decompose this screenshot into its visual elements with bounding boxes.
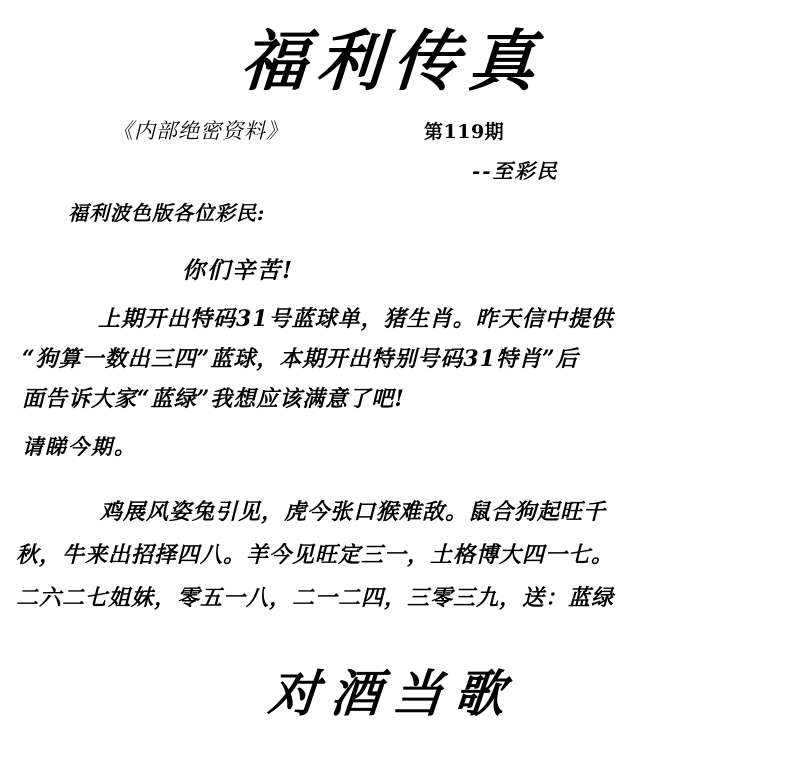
verse-line-text: 鸡展风姿兔引见，虎今张口猴难敌。鼠合狗起旺千 xyxy=(100,499,607,526)
slogan-block xyxy=(0,654,785,726)
paragraph-line xyxy=(22,299,763,339)
paragraph-line-text: 上期开出特码31号蓝球单，猪生肖。昨天信中提供 xyxy=(98,306,614,333)
masthead xyxy=(0,0,785,100)
dedication-label: --至彩民 xyxy=(472,159,559,184)
main-paragraph xyxy=(22,299,763,419)
verse-line: 二六二七姐妹，零五一八，二一二四，三零三九，送：蓝绿 xyxy=(16,585,615,612)
paragraph-line: “狗算一数出三四”蓝球，本期开出特别号码31特肖”后 xyxy=(22,346,579,373)
verse-block xyxy=(0,491,785,620)
salutation: 福利波色版各位彩民: xyxy=(68,201,266,226)
paragraph-line: 面告诉大家“蓝绿”我想应该满意了吧! xyxy=(22,386,405,413)
verse-line: 秋，牛来出招择四八。羊今见旺定三一，土格博大四一七。 xyxy=(16,542,615,569)
greeting: 你们辛苦! xyxy=(182,257,295,285)
secret-material-label: 《内部绝密资料》 xyxy=(112,119,288,144)
slogan-text: 对酒当歌 xyxy=(265,664,519,724)
issue-number: 第119期 xyxy=(424,121,505,144)
closing-line: 请睇今期。 xyxy=(22,434,137,460)
subheader-row xyxy=(0,111,785,184)
body-block xyxy=(0,197,785,461)
document-title: 福利传真 xyxy=(237,22,548,100)
verse-line xyxy=(16,491,769,534)
